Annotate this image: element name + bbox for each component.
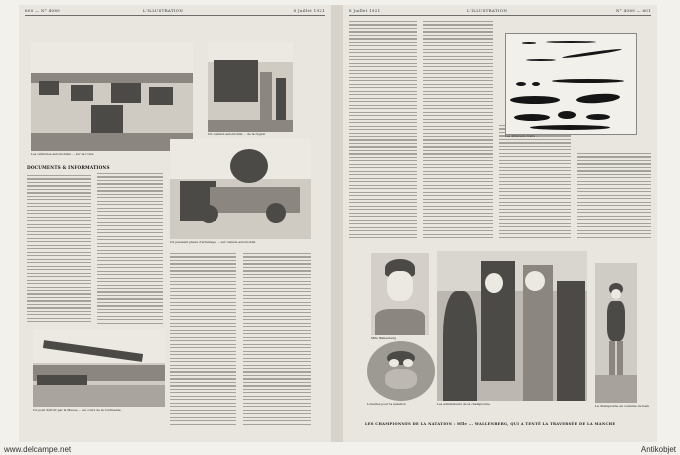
top-photo-caption: Les véhicules automobiles ... sur la route — [31, 152, 94, 156]
truck-photo-caption: Un camion automobile ... de la région — [208, 132, 266, 136]
left-date: 8 Juillet 1921 — [293, 8, 325, 13]
bather-photo — [595, 263, 637, 403]
group-photo — [437, 251, 587, 401]
right-date: 8 Juillet 1921 — [349, 8, 381, 13]
left-journal-title: L'ILLUSTRATION — [143, 8, 184, 13]
delcampe-url[interactable]: www.delcampe.net — [4, 445, 72, 454]
brush-strokes-panel — [505, 33, 637, 135]
page-gutter — [331, 5, 343, 442]
right-page-header — [349, 6, 651, 16]
left-text-column-3 — [170, 253, 236, 433]
right-journal-title: L'ILLUSTRATION — [467, 8, 508, 13]
destroyed-bridge-photo — [33, 329, 165, 407]
left-page-header — [25, 6, 325, 16]
left-page — [19, 5, 331, 442]
goggles-round-photo — [367, 341, 435, 401]
left-text-column-1 — [27, 175, 91, 327]
goggles-caption: Lunettes pour la natation — [367, 402, 406, 406]
brush-panel-caption: Les différents traits ... — [505, 134, 539, 138]
documents-section-title: DOCUMENTS & INFORMATIONS — [27, 165, 110, 170]
swimmer-portrait-photo — [371, 253, 429, 335]
right-text-column-1 — [349, 21, 417, 247]
searchlight-truck-photo — [170, 139, 311, 239]
right-folio: N° 4089 — 601 — [615, 8, 651, 13]
top-convoy-photo — [31, 43, 193, 151]
listing-footer — [4, 444, 676, 455]
seller-name[interactable]: Antikobjet — [640, 445, 676, 454]
group-photo-caption: Les admirateurs de la championne — [437, 402, 490, 406]
swimming-banner-title: LES CHAMPIONNES DE LA NATATION : Mlle ... WALLENBERG, QUI A TENTÉ LA TRAVERSÉE DE LA MANCHE — [365, 422, 616, 426]
right-text-column-2 — [423, 21, 493, 247]
right-page — [343, 5, 657, 442]
left-text-column-2 — [97, 173, 163, 327]
bridge-photo-caption: Un pont détruit par la Meuse ... au cours de la tourmente. — [33, 408, 122, 412]
left-folio: 600 — N° 4089 — [25, 8, 61, 13]
right-text-column-3 — [499, 125, 571, 247]
lamp-truck-caption: Un puissant phare d'éclairage ... sur camion automobile — [170, 240, 256, 244]
portrait-caption: Mlle Wallenberg — [371, 336, 397, 340]
right-text-column-4 — [577, 153, 651, 247]
bus-photo — [208, 42, 293, 132]
left-text-column-4 — [243, 253, 311, 433]
bather-caption: La championne en costume de bain — [595, 404, 649, 408]
